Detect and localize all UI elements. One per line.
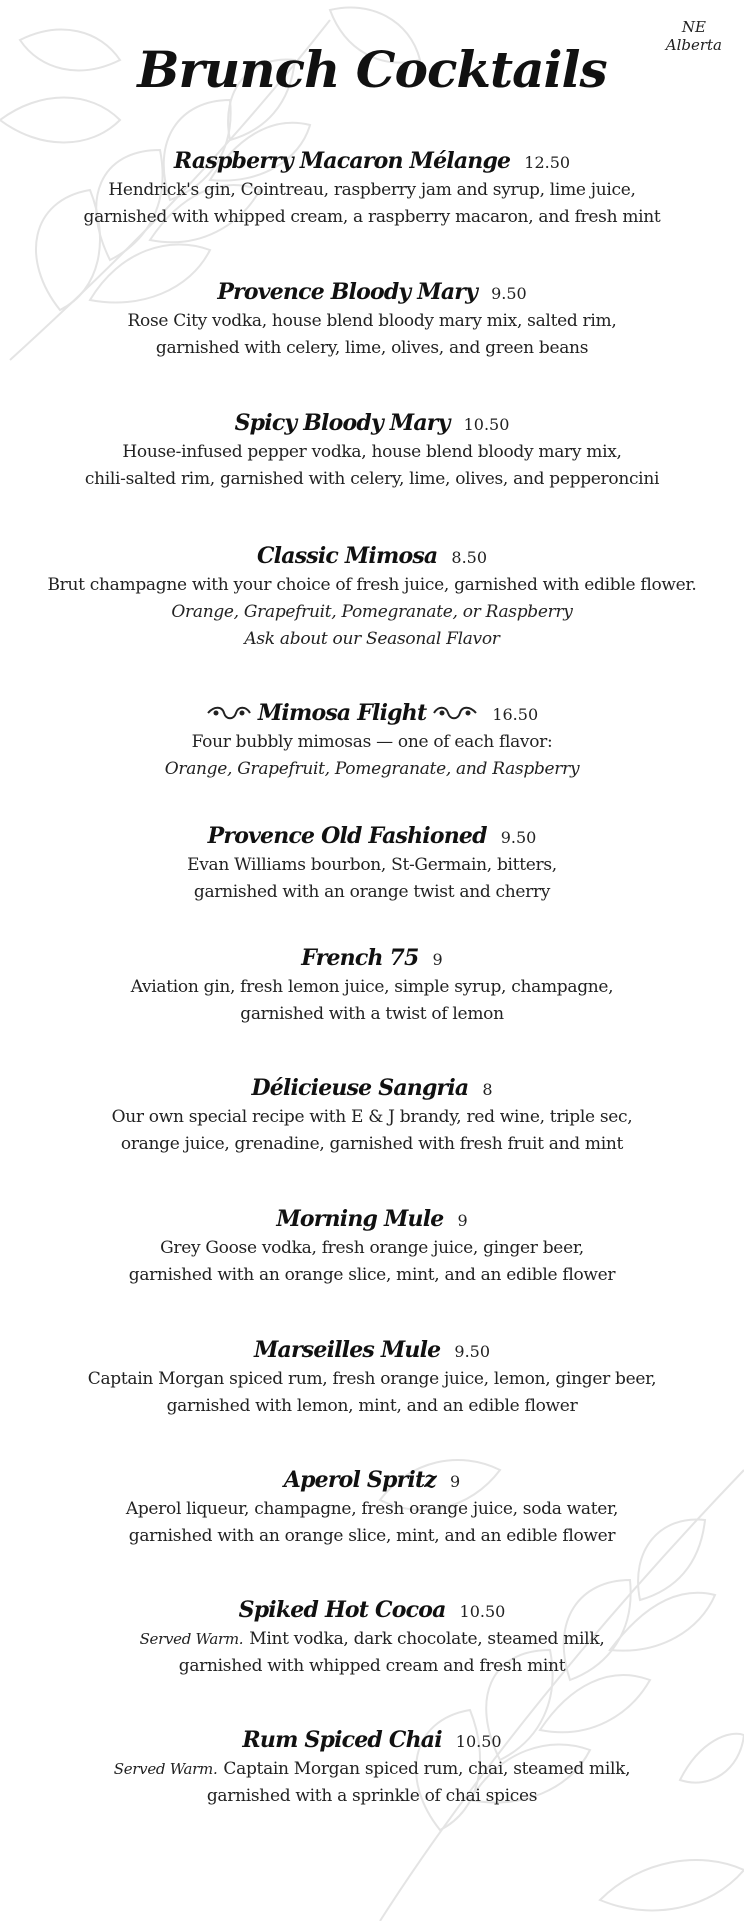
- cocktail-description-line: garnished with whipped cream and fresh mint: [178, 1656, 566, 1676]
- menu-item-header: [20, 1467, 724, 1493]
- cocktail-price: 9.50: [454, 1342, 491, 1361]
- page-title: Brunch Cocktails: [137, 40, 607, 99]
- flavor-options-line: Orange, Grapefruit, Pomegranate, or Raspberry: [171, 602, 573, 622]
- cocktail-description-text: Mint vodka, dark chocolate, steamed milk,: [249, 1629, 605, 1649]
- location-line-alberta: Alberta: [665, 36, 722, 54]
- menu-item: [20, 823, 724, 906]
- cocktail-price: 10.50: [463, 415, 510, 434]
- cocktail-price: 10.50: [459, 1602, 506, 1621]
- location-line-ne: NE: [681, 18, 706, 36]
- cocktail-name: Spicy Bloody Mary: [234, 410, 450, 436]
- cocktail-description-text: Captain Morgan spiced rum, chai, steamed milk,: [223, 1759, 631, 1779]
- cocktail-description-line: Captain Morgan spiced rum, fresh orange juice, lemon, ginger beer,: [87, 1369, 657, 1389]
- served-warm-note: Served Warm.: [139, 1630, 244, 1648]
- menu-item: [20, 1337, 724, 1420]
- cocktail-description-line: [20, 1756, 724, 1783]
- cocktail-name: Marseilles Mule: [253, 1337, 441, 1363]
- menu-item: [20, 1727, 724, 1810]
- cocktail-description-line: House-infused pepper vodka, house blend bloody mary mix,: [122, 442, 622, 462]
- menu-item-header: [20, 945, 724, 971]
- cocktail-description-line: Rose City vodka, house blend bloody mary mix, salted rim,: [127, 311, 617, 331]
- cocktail-description-line: Aviation gin, fresh lemon juice, simple syrup, champagne,: [130, 977, 614, 997]
- flavor-options-line: Orange, Grapefruit, Pomegranate, and Raspberry: [164, 759, 580, 779]
- cocktail-price: 9: [432, 950, 443, 969]
- menu-item: [20, 1075, 724, 1158]
- menu-item: [20, 279, 724, 362]
- cocktail-price: 16.50: [492, 705, 539, 724]
- menu-item: [20, 700, 724, 783]
- cocktail-description-line: Grey Goose vodka, fresh orange juice, ginger beer,: [160, 1238, 584, 1258]
- cocktail-price: 9.50: [491, 284, 527, 303]
- menu-item-header: [20, 700, 724, 726]
- featured-name-wrapper: [206, 700, 478, 726]
- cocktail-price: 9: [450, 1472, 461, 1491]
- cocktail-description-line: garnished with an orange twist and cherry: [193, 882, 551, 902]
- cocktail-description-line: garnished with celery, lime, olives, and green beans: [155, 338, 589, 358]
- menu-item: [20, 543, 724, 653]
- cocktail-description-line: garnished with an orange slice, mint, and an edible flower: [128, 1526, 616, 1546]
- cocktail-description-line: Brut champagne with your choice of fresh juice, garnished with edible flower.: [47, 575, 697, 595]
- cocktail-price: 9.50: [500, 828, 537, 847]
- menu-item-header: [20, 410, 724, 436]
- cocktail-name: Provence Old Fashioned: [207, 823, 487, 849]
- cocktail-description-line: garnished with an orange slice, mint, and an edible flower: [128, 1265, 616, 1285]
- menu-item-header: [20, 1337, 724, 1363]
- menu-item-header: [20, 1727, 724, 1753]
- cocktail-name: Rum Spiced Chai: [242, 1727, 442, 1753]
- cocktail-name: Morning Mule: [276, 1206, 444, 1232]
- seasonal-flavor-note: Ask about our Seasonal Flavor: [244, 629, 500, 649]
- cocktail-price: 8: [482, 1080, 493, 1099]
- cocktail-name: Provence Bloody Mary: [217, 279, 478, 305]
- menu-item: [20, 410, 724, 493]
- menu-item: [20, 1597, 724, 1680]
- cocktail-description-line: garnished with lemon, mint, and an edible flower: [166, 1396, 578, 1416]
- cocktail-name: Spiked Hot Cocoa: [238, 1597, 446, 1623]
- cocktail-description-line: chili-salted rim, garnished with celery, lime, olives, and pepperoncini: [84, 469, 660, 489]
- menu-item: [20, 1467, 724, 1550]
- menu-item: [20, 1206, 724, 1289]
- cocktail-price: 10.50: [455, 1732, 502, 1751]
- cocktail-price: 12.50: [524, 153, 571, 172]
- cocktail-price: 8.50: [451, 548, 488, 567]
- cocktail-name: Classic Mimosa: [256, 543, 438, 569]
- menu-item-header: [20, 148, 724, 174]
- menu-item-header: [20, 1075, 724, 1101]
- cocktail-price: 9: [457, 1211, 468, 1230]
- cocktail-description-line: Hendrick's gin, Cointreau, raspberry jam and syrup, lime juice,: [108, 180, 636, 200]
- cocktail-description-line: Four bubbly mimosas — one of each flavor:: [191, 732, 553, 752]
- flourish-left-icon: [206, 706, 252, 720]
- menu-item-header: [20, 1597, 724, 1623]
- cocktail-name: Aperol Spritz: [283, 1467, 437, 1493]
- cocktail-description-line: garnished with a twist of lemon: [240, 1004, 504, 1024]
- flourish-right-icon: [432, 706, 478, 720]
- menu-item: [20, 148, 724, 231]
- cocktail-description-line: garnished with a sprinkle of chai spices: [206, 1786, 538, 1806]
- served-warm-note: Served Warm.: [113, 1760, 218, 1778]
- cocktail-description-line: [20, 1626, 724, 1653]
- cocktail-description-line: orange juice, grenadine, garnished with fresh fruit and mint: [120, 1134, 624, 1154]
- cocktail-name: French 75: [301, 945, 419, 971]
- menu-item-header: [20, 823, 724, 849]
- cocktail-name: Raspberry Macaron Mélange: [173, 148, 511, 174]
- cocktail-description-line: Aperol liqueur, champagne, fresh orange juice, soda water,: [125, 1499, 619, 1519]
- cocktail-description-line: Our own special recipe with E & J brandy, red wine, triple sec,: [111, 1107, 633, 1127]
- menu-item-header: [20, 279, 724, 305]
- cocktail-description-line: garnished with whipped cream, a raspberry macaron, and fresh mint: [83, 207, 661, 227]
- menu-item-header: [20, 543, 724, 569]
- cocktail-name: Mimosa Flight: [257, 700, 427, 726]
- cocktail-description-line: Evan Williams bourbon, St-Germain, bitters,: [187, 855, 557, 875]
- menu-item: [20, 945, 724, 1028]
- menu-item-header: [20, 1206, 724, 1232]
- cocktail-name: Délicieuse Sangria: [251, 1075, 469, 1101]
